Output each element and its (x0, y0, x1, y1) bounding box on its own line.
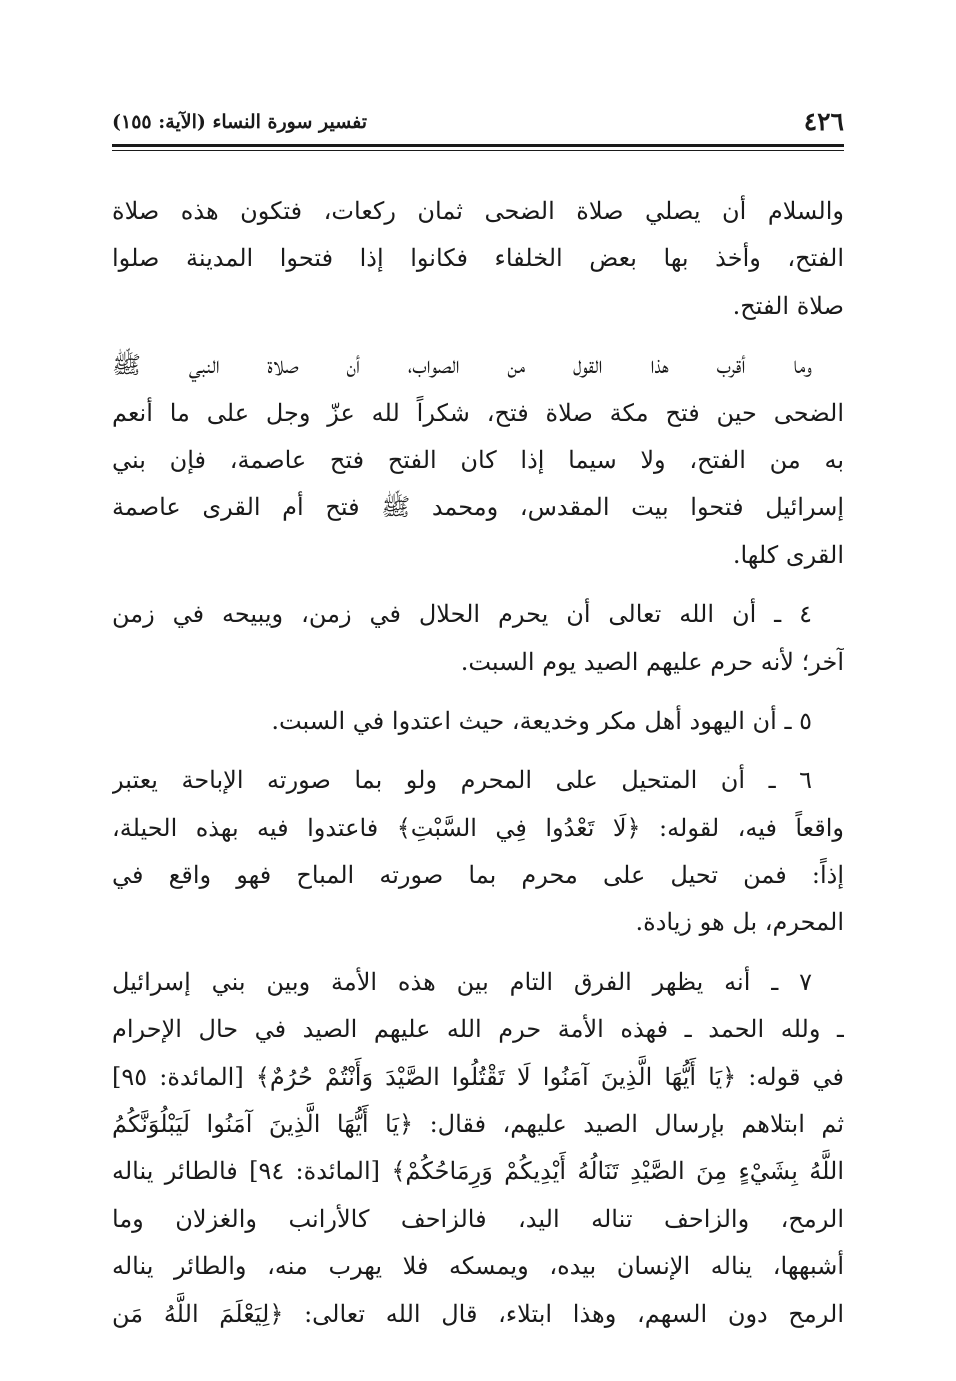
text-line: ثم ابتلاهم بإرسال الصيد عليهم، فقال: ﴿يَا أَيُّهَا الَّذِينَ آمَنُوا لَيَبْلُوَنَّكُمُ (112, 1110, 844, 1139)
text-line: الضحى حين فتح مكة صلاة فتح، شكراً لله عزّ وجل على ما أنعم (112, 398, 844, 427)
text-line: به من الفتح، ولا سيما إذا كان الفتح فتح عاصمة، فإن بني (112, 445, 844, 474)
text-line: الفتح، وأخذ بها بعض الخلفاء فكانوا إذا فتحوا المدينة صلوا (112, 244, 844, 273)
text-line: ٧ ـ أنه يظهر الفرق التام بين هذه الأمة وبين بني إسرائيل (112, 967, 812, 996)
paragraph-2 (112, 342, 844, 579)
text-line: في قوله: ﴿يَا أَيُّهَا الَّذِينَ آمَنُوا لَا تَقْتُلُوا الصَّيْدَ وَأَنْتُمْ حُرُمٌ﴾ [المائدة: ٩٥] (112, 1062, 844, 1091)
header-rule-thin (112, 150, 844, 151)
paragraph-point-6 (112, 757, 844, 947)
text-line: القرى كلها. (732, 540, 844, 569)
book-page (112, 96, 844, 1346)
text-line: وما أقرب هذا القول من الصواب، أن صلاة النبي ﷺ (112, 351, 812, 380)
text-line: ٥ ـ أن اليهود أهل مكر وخديعة، حيث اعتدوا في السبت. (271, 706, 812, 735)
paragraph-1 (112, 188, 844, 330)
body-text (112, 188, 844, 1350)
running-title: تفسير سورة النساء (الآية: ١٥٥) (112, 111, 368, 133)
text-line: ٤ ـ أن الله تعالى أن يحرم الحلال في زمن، ويبيحه في زمن (112, 600, 812, 629)
text-line: إذاً: فمن تحيل على محرم بما صورته المباح فهو واقع في (112, 861, 844, 890)
text-line: آخر؛ لأنه حرم عليهم الصيد يوم السبت. (460, 647, 844, 676)
text-line: الرمح، والزاحف تناله اليد، فالزاحف كالأرانب والغزلان وما (112, 1204, 844, 1233)
page-number: ٤٢٦ (803, 107, 844, 136)
paragraph-point-4 (112, 591, 844, 686)
page-header (112, 96, 844, 140)
text-line: المحرم، بل هو زيادة. (635, 908, 844, 937)
text-line: اللَّهُ بِشَيْءٍ مِنَ الصَّيْدِ تَنَالُهُ أَيْدِيكُمْ وَرِمَاحُكُمْ﴾ [المائدة: ٩٤] فالطائر يناله (112, 1157, 844, 1186)
text-line: إسرائيل فتحوا بيت المقدس، ومحمد ﷺ فتح أم القرى عاصمة (112, 493, 844, 522)
text-line: ـ ولله الحمد ـ فهذه الأمة حرم الله عليهم الصيد في حال الإحرام (112, 1015, 844, 1044)
text-line: ٦ ـ أن المتحيل على المحرم ولو بما صورته الإباحة يعتبر (112, 766, 812, 795)
text-line: أشبهها، يناله الإنسان بيده، ويمسكه فلا يهرب منه، والطائر يناله (112, 1252, 844, 1281)
text-line: واقعاً فيه، لقوله: ﴿لَا تَعْدُوا فِي السَّبْتِ﴾ فاعتدوا فيه بهذه الحيلة، (112, 813, 844, 842)
text-line: والسلام أن يصلي صلاة الضحى ثمان ركعات، فتكون هذه صلاة (112, 197, 844, 225)
header-rule-thick (112, 144, 844, 147)
paragraph-point-5 (112, 698, 844, 745)
paragraph-point-7 (112, 959, 844, 1338)
text-line: صلاة الفتح. (732, 291, 844, 320)
text-line: الرمح دون السهم، وهذا ابتلاء، قال الله تعالى: ﴿لِيَعْلَمَ اللَّهُ مَن (112, 1299, 844, 1328)
